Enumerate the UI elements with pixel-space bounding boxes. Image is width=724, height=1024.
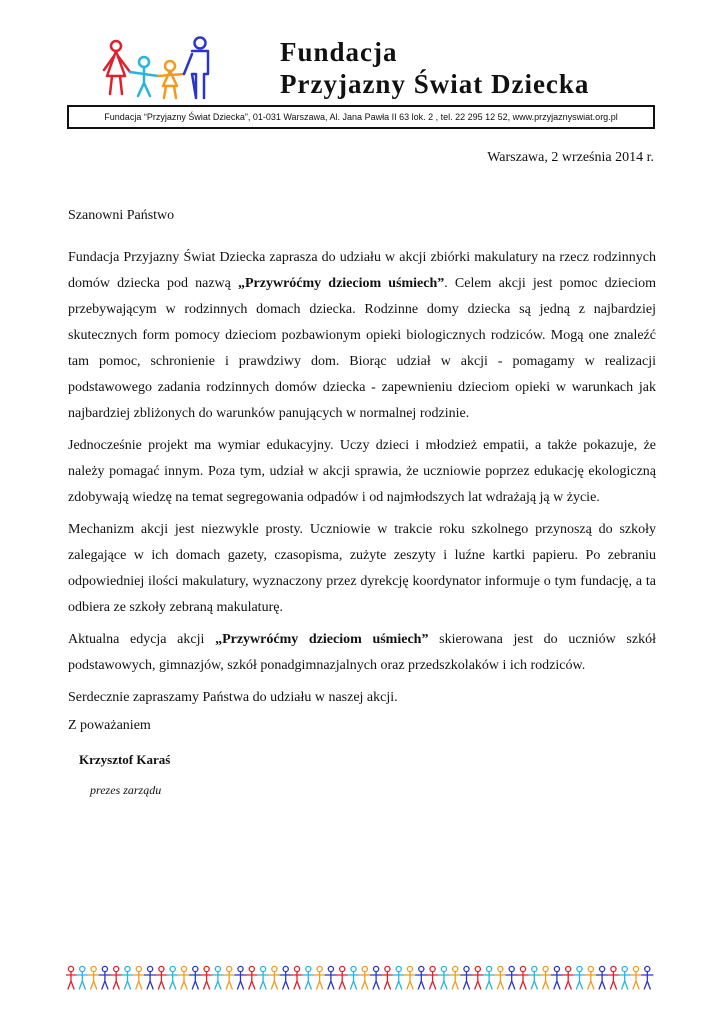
letter-body [68, 203, 656, 803]
footer-figure-icon [382, 966, 393, 989]
footer-figure-icon [280, 966, 291, 989]
footer-figure-icon [122, 966, 133, 989]
footer-figure-icon [224, 966, 235, 989]
footer-figure-icon [495, 966, 506, 989]
footer-figure-icon [461, 966, 472, 989]
footer-figure-icon [438, 966, 449, 989]
organization-name-line2: Przyjazny Świat Dziecka [280, 69, 590, 99]
paragraph-1 [68, 245, 656, 427]
letter-closing: Z poważaniem [68, 718, 151, 733]
footer-figure-icon [212, 966, 223, 989]
contact-info-text: Fundacja “Przyjazny Świat Dziecka”, 01-031 Warszawa, Al. Jana Pawła II 63 lok. 2 , tel. 22 295 12 52, www.przyjaznyswiat.org.pl [104, 112, 618, 122]
footer-figure-icon [156, 966, 167, 989]
footer-figure-icon [190, 966, 201, 989]
footer-figure-icon [325, 966, 336, 989]
paragraph-1-end: . Celem akcji jest pomoc dzieciom przebywającym w rodzinnych domach dziecka. Rodzinne domy dziecka są jedną z najbardziej skutecznych form pomocy dzieciom pozbawionym opieki biologicznych rodziców. Mogą one znaleźć tam pomoc, schronienie i prawdziwy dom. Biorąc udział w akcji - pomagamy w realizacji podstawowego zadania rodzinnych domów dziecka - zapewnieniu dzieciom opieki w warunkach jak najbardziej zbliżonych do warunków panujących w normalnej rodzinie. [68, 276, 656, 421]
footer-figure-icon [111, 966, 122, 989]
footer-figure-icon [77, 966, 88, 989]
organization-name-line1: Fundacja [280, 37, 398, 67]
letter-salutation: Szanowni Państwo [68, 208, 175, 223]
paragraph-2: Jednocześnie projekt ma wymiar edukacyjny. Uczy dzieci i młodzież empatii, a także pokazuje, że należy pomagać innym. Poza tym, udział w akcji sprawia, że uczniowie poprzez edukację ekologiczną zdobywają wiedzę na temat segregowania odpadów i od najmłodszych lat wdrażają ją w życie. [68, 438, 656, 505]
footer-figure-icon [608, 966, 619, 989]
footer-figure-icon [337, 966, 348, 989]
footer-figure-icon [88, 966, 99, 989]
footer-figure-icon [529, 966, 540, 989]
footer-figure-icon [303, 966, 314, 989]
footer-figure-icon [585, 966, 596, 989]
footer-figure-icon [291, 966, 302, 989]
contact-info-box [67, 105, 655, 129]
footer-figure-icon [404, 966, 415, 989]
paragraph-4-start: Aktualna edycja akcji [68, 632, 216, 647]
footer-figure-icon [178, 966, 189, 989]
footer-figure-icon [133, 966, 144, 989]
footer-figure-icon [314, 966, 325, 989]
signer-name: Krzysztof Karaś [79, 752, 171, 767]
paragraph-4-end: skierowana jest do uczniów szkół podstawowych, gimnazjów, szkół ponadgimnazjalnych oraz przedszkolaków i ich rodziców. [68, 632, 656, 673]
footer-figure-icon [258, 966, 269, 989]
footer-figure-icon [371, 966, 382, 989]
footer-figure-icon [427, 966, 438, 989]
footer-figure-icon [167, 966, 178, 989]
logo-family-icon [100, 36, 220, 102]
paragraph-1-start: Fundacja Przyjazny Świat Dziecka zaprasza do udziału w akcji zbiórki makulatury na rzecz rodzinnych domów dziecka pod nazwą [68, 250, 656, 291]
footer-children-border [66, 965, 656, 991]
footer-figure-icon [574, 966, 585, 989]
paragraph-5: Serdecznie zapraszamy Państwa do udziału w naszej akcji. [68, 690, 398, 705]
signer-role: prezes zarządu [90, 783, 162, 797]
footer-figure-icon [506, 966, 517, 989]
footer-figure-icon [359, 966, 370, 989]
footer-figure-icon [145, 966, 156, 989]
footer-figure-icon [246, 966, 257, 989]
footer-figure-icon [597, 966, 608, 989]
footer-figure-icon [450, 966, 461, 989]
footer-figure-icon [472, 966, 483, 989]
footer-figure-icon [99, 966, 110, 989]
letter-date: Warszawa, 2 września 2014 r. [487, 150, 654, 165]
footer-figure-icon [642, 966, 653, 989]
footer-figure-icon [551, 966, 562, 989]
paragraph-3: Mechanizm akcji jest niezwykle prosty. Uczniowie w trakcie roku szkolnego przynoszą do szkoły zalegające w ich domach gazety, czasopisma, zużyte zeszyty i luźne kartki papieru. Po zebraniu odpowiedniej ilości makulatury, wyznaczony przez dyrekcję koordynator informuje o tym fundację, a ta odbiera ze szkoły zebraną makulaturę. [68, 522, 656, 615]
organization-name [280, 36, 589, 100]
footer-figure-icon [484, 966, 495, 989]
footer-figure-icon [66, 966, 77, 989]
footer-figure-icon [201, 966, 212, 989]
footer-figure-icon [540, 966, 551, 989]
footer-figure-icon [517, 966, 528, 989]
footer-figure-icon [416, 966, 427, 989]
footer-figure-icon [235, 966, 246, 989]
footer-figure-icon [269, 966, 280, 989]
footer-figure-icon [348, 966, 359, 989]
footer-figure-icon [619, 966, 630, 989]
paragraph-4 [68, 627, 656, 679]
campaign-name: „Przywróćmy dzieciom uśmiech” [237, 276, 445, 291]
campaign-name-repeat: „Przywróćmy dzieciom uśmiech” [215, 632, 429, 647]
footer-figure-icon [393, 966, 404, 989]
footer-figure-icon [563, 966, 574, 989]
footer-figure-icon [630, 966, 641, 989]
